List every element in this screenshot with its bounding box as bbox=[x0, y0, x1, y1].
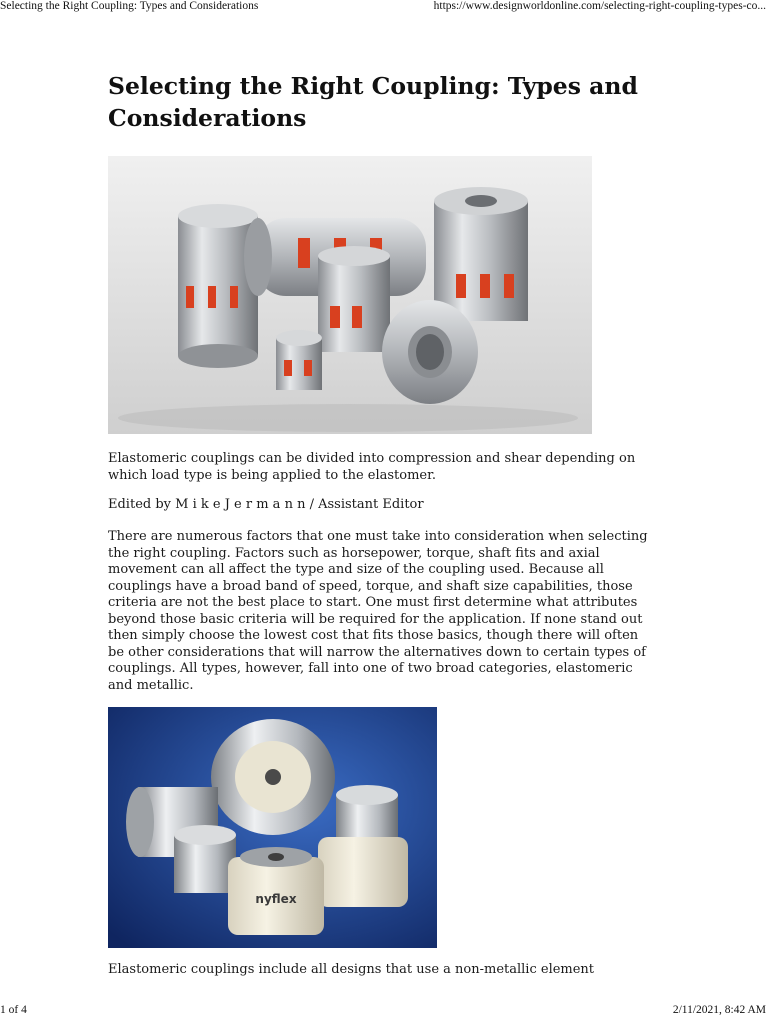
print-header-title: Selecting the Right Coupling: Types and Considerations bbox=[0, 0, 259, 12]
image-caption: Elastomeric couplings can be divided into compression and shear depending on which load type is being applied to the elastomer. bbox=[108, 451, 636, 483]
page-counter: 1 of 4 bbox=[0, 1004, 27, 1016]
jaw-couplings-photo bbox=[108, 156, 592, 434]
print-timestamp: 2/11/2021, 8:42 AM bbox=[672, 1004, 766, 1016]
print-header-url: https://www.designworldonline.com/selecting-right-coupling-types-co... bbox=[433, 0, 766, 12]
gear-couplings-photo bbox=[108, 707, 437, 948]
article-title: Selecting the Right Coupling: Types and Considerations bbox=[108, 72, 638, 132]
byline: Edited by M i k e J e r m a n n / Assistant Editor bbox=[108, 497, 424, 512]
nyflex-brand-text: nyflex bbox=[255, 892, 297, 906]
body-paragraph-2: Elastomeric couplings include all designs that use a non-metallic element bbox=[108, 962, 595, 977]
body-paragraph: There are numerous factors that one must take into consideration when selecting the right coupling. Factors such as horsepower, torque, shaft fits and axial movement can all affect the type and size of the coupling used. Because all couplings have a broad band of speed, torque, and shaft size capabilities, those criteria are not the best place to start. One must first determine what attributes beyond those basic criteria will be required for the application. If none stand out then simply choose the lowest cost that fits those basics, though there will often be other considerations that will narrow the alternatives down to certain types of couplings. All types, however, fall into one of two broad categories, elastomeric and metallic. bbox=[108, 529, 648, 693]
